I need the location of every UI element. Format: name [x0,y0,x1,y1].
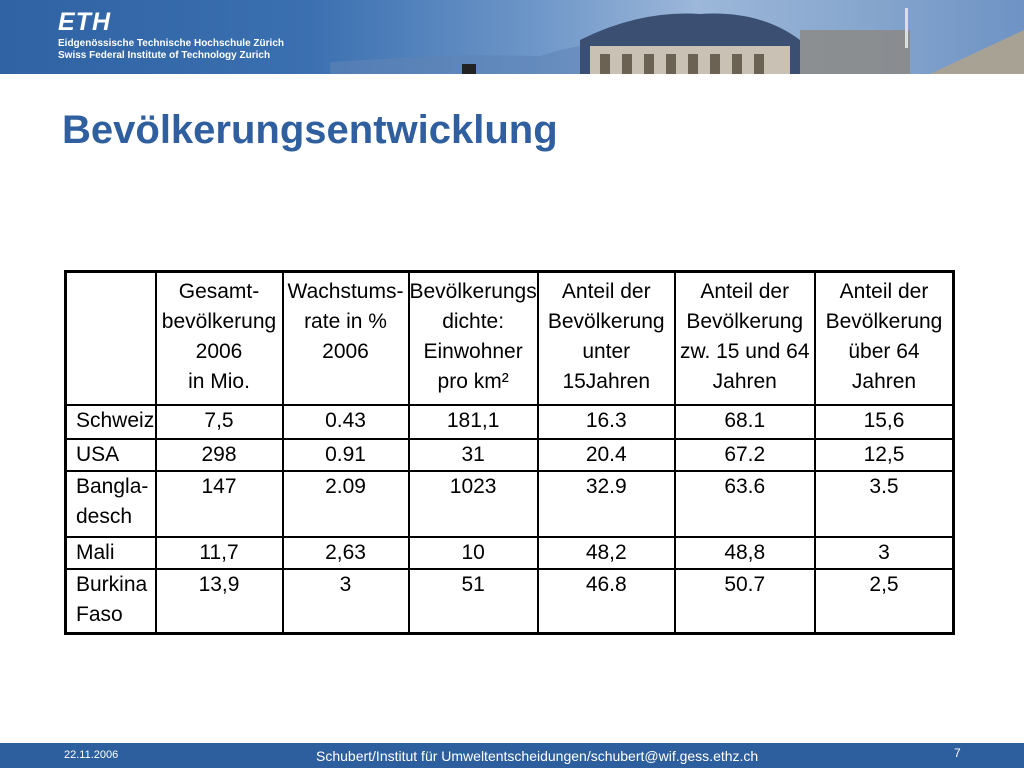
header-banner [0,0,1024,74]
column-header-3: Bevölkerungs dichte: Einwohner pro km² [409,272,538,406]
value-cell: 2,63 [283,537,409,569]
value-cell: 50.7 [675,569,815,634]
value-cell: 1023 [409,471,538,537]
value-cell: 0.91 [283,439,409,471]
value-cell: 147 [156,471,283,537]
country-cell: USA [66,439,156,471]
institution-name-en: Swiss Federal Institute of Technology Zurich [58,50,271,61]
value-cell: 2.09 [283,471,409,537]
slide-title: Bevölkerungsentwicklung [62,108,558,152]
value-cell: 3.5 [815,471,954,537]
table-row [66,569,954,634]
value-cell: 10 [409,537,538,569]
value-cell: 46.8 [538,569,675,634]
footer-date: 22.11.2006 [64,749,119,761]
table-header-row [66,272,954,406]
column-header-5: Anteil der Bevölkerung zw. 15 und 64 Jahren [675,272,815,406]
value-cell: 181,1 [409,405,538,439]
table-row [66,439,954,471]
value-cell: 2,5 [815,569,954,634]
table-row [66,537,954,569]
country-cell: Mali [66,537,156,569]
column-header-2: Wachstums- rate in % 2006 [283,272,409,406]
value-cell: 13,9 [156,569,283,634]
value-cell: 11,7 [156,537,283,569]
table-row [66,471,954,537]
column-header-4: Anteil der Bevölkerung unter 15Jahren [538,272,675,406]
institution-name-de: Eidgenössische Technische Hochschule Zürich [58,38,284,49]
value-cell: 68.1 [675,405,815,439]
value-cell: 3 [283,569,409,634]
country-cell: Burkina Faso [66,569,156,634]
footer-source: Schubert/Institut für Umweltentscheidungen/schubert@wif.gess.ethz.ch [316,748,759,764]
value-cell: 31 [409,439,538,471]
value-cell: 12,5 [815,439,954,471]
value-cell: 0.43 [283,405,409,439]
value-cell: 48,2 [538,537,675,569]
value-cell: 298 [156,439,283,471]
population-table [64,270,955,635]
table-row [66,405,954,439]
value-cell: 7,5 [156,405,283,439]
country-cell: Schweiz [66,405,156,439]
footer-bar [0,743,1024,768]
column-header-0 [66,272,156,406]
column-header-6: Anteil der Bevölkerung über 64 Jahren [815,272,954,406]
value-cell: 32.9 [538,471,675,537]
value-cell: 48,8 [675,537,815,569]
value-cell: 20.4 [538,439,675,471]
country-cell: Bangla- desch [66,471,156,537]
value-cell: 51 [409,569,538,634]
value-cell: 3 [815,537,954,569]
value-cell: 16.3 [538,405,675,439]
building-silhouette [0,0,1024,74]
column-header-1: Gesamt- bevölkerung 2006 in Mio. [156,272,283,406]
value-cell: 15,6 [815,405,954,439]
page-number: 7 [954,746,961,760]
value-cell: 67.2 [675,439,815,471]
value-cell: 63.6 [675,471,815,537]
eth-logo: ETH [58,8,111,36]
